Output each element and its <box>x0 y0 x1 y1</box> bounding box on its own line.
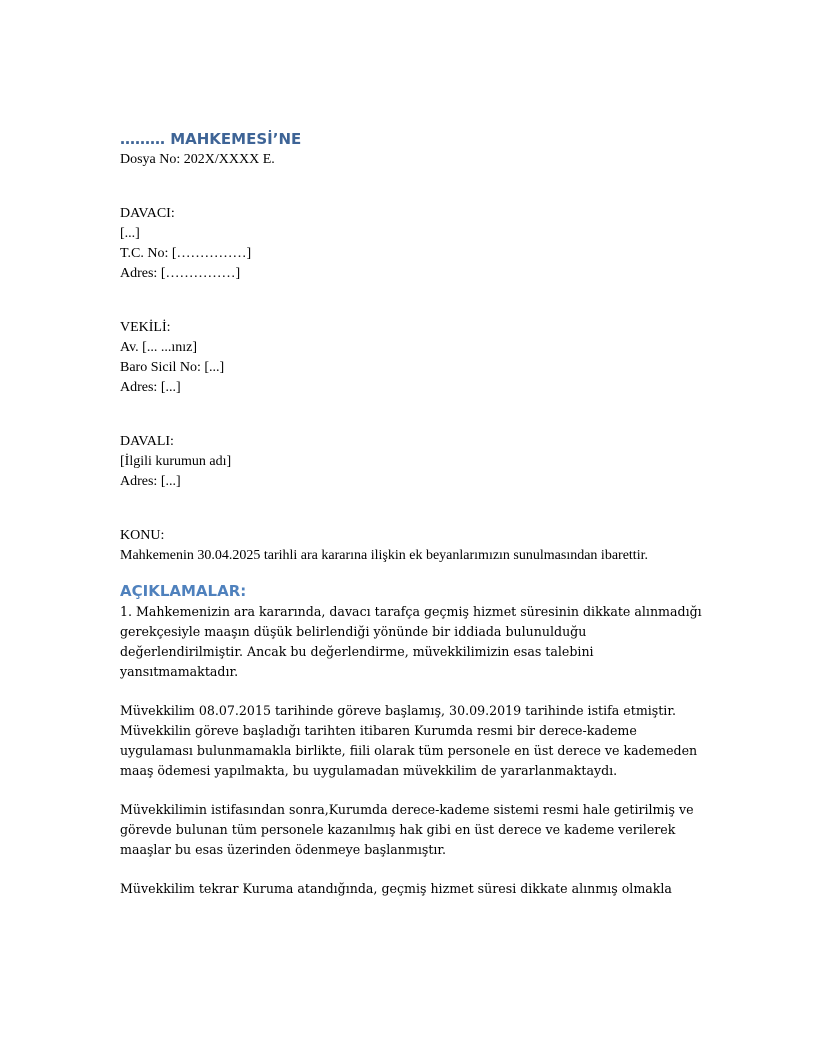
case-number: Dosya No: 202X/XXXX E. <box>120 152 275 167</box>
paragraph-line: gerekçesiyle maaşın düşük belirlendiği yönünde bir iddiada bulunulduğu <box>120 624 587 639</box>
spacer <box>120 284 696 318</box>
defendant-section <box>120 432 696 492</box>
spacer <box>120 170 696 204</box>
plaintiff-address: Adres: [……………] <box>120 266 241 281</box>
attorney-bar-number: Baro Sicil No: [...] <box>120 360 225 375</box>
subject-section <box>120 526 696 566</box>
paragraph-line: görevde bulunan tüm personele kazanılmış hak gibi en üst derece ve kademe verilerek <box>120 822 676 837</box>
attorney-section <box>120 318 696 398</box>
paragraph-line: maaşlar bu esas üzerinden ödenmeye başlanmıştır. <box>120 842 447 857</box>
explanation-paragraph-2 <box>120 701 696 781</box>
court-title: ……… MAHKEMESİ’NE <box>120 130 302 148</box>
explanation-paragraph-3 <box>120 800 696 860</box>
paragraph-line: 1. Mahkemenizin ara kararında, davacı tarafça geçmiş hizmet süresinin dikkate alınmadığı <box>120 604 702 619</box>
paragraph-line: Müvekkilin göreve başladığı tarihten itibaren Kurumda resmi bir derece-kademe <box>120 723 637 738</box>
defendant-address: Adres: [...] <box>120 474 181 489</box>
plaintiff-section <box>120 204 696 284</box>
explanation-paragraph-1 <box>120 602 702 682</box>
spacer <box>120 682 696 701</box>
subject-label: KONU: <box>120 528 165 543</box>
subject-text: Mahkemenin 30.04.2025 tarihli ara kararına ilişkin ek beyanlarımızın sunulmasından ibarettir. <box>120 548 648 563</box>
paragraph-line: Müvekkilim 08.07.2015 tarihinde göreve başlamış, 30.09.2019 tarihinde istifa etmiştir. <box>120 703 676 718</box>
paragraph-line: uygulaması bulunmamakla birlikte, fiili olarak tüm personele en üst derece ve kademeden <box>120 743 698 758</box>
paragraph-line: maaş ödemesi yapılmakta, bu uygulamadan müvekkilim de yararlanmaktaydı. <box>120 763 618 778</box>
paragraph-line: değerlendirilmiştir. Ancak bu değerlendirme, müvekkilimizin esas talebini <box>120 644 594 659</box>
document-page <box>120 128 702 899</box>
paragraph-line: yansıtmamaktadır. <box>120 664 239 679</box>
spacer <box>120 781 696 800</box>
spacer <box>120 566 696 580</box>
plaintiff-label: DAVACI: <box>120 206 175 221</box>
attorney-name: Av. [... ...ınız] <box>120 340 197 355</box>
explanation-paragraph-4 <box>120 879 696 899</box>
plaintiff-name: [...] <box>120 226 140 241</box>
paragraph-line: Müvekkilim tekrar Kuruma atandığında, geçmiş hizmet süresi dikkate alınmış olmakla <box>120 881 672 896</box>
attorney-address: Adres: [...] <box>120 380 181 395</box>
defendant-name: [İlgili kurumun adı] <box>120 454 232 469</box>
defendant-label: DAVALI: <box>120 434 174 449</box>
spacer <box>120 860 696 879</box>
paragraph-line: Müvekkilimin istifasından sonra,Kurumda derece-kademe sistemi resmi hale getirilmiş ve <box>120 802 694 817</box>
plaintiff-tc: T.C. No: [……………] <box>120 246 252 261</box>
spacer <box>120 398 696 432</box>
spacer <box>120 492 696 526</box>
explanations-heading: AÇIKLAMALAR: <box>120 582 247 600</box>
attorney-label: VEKİLİ: <box>120 320 171 335</box>
